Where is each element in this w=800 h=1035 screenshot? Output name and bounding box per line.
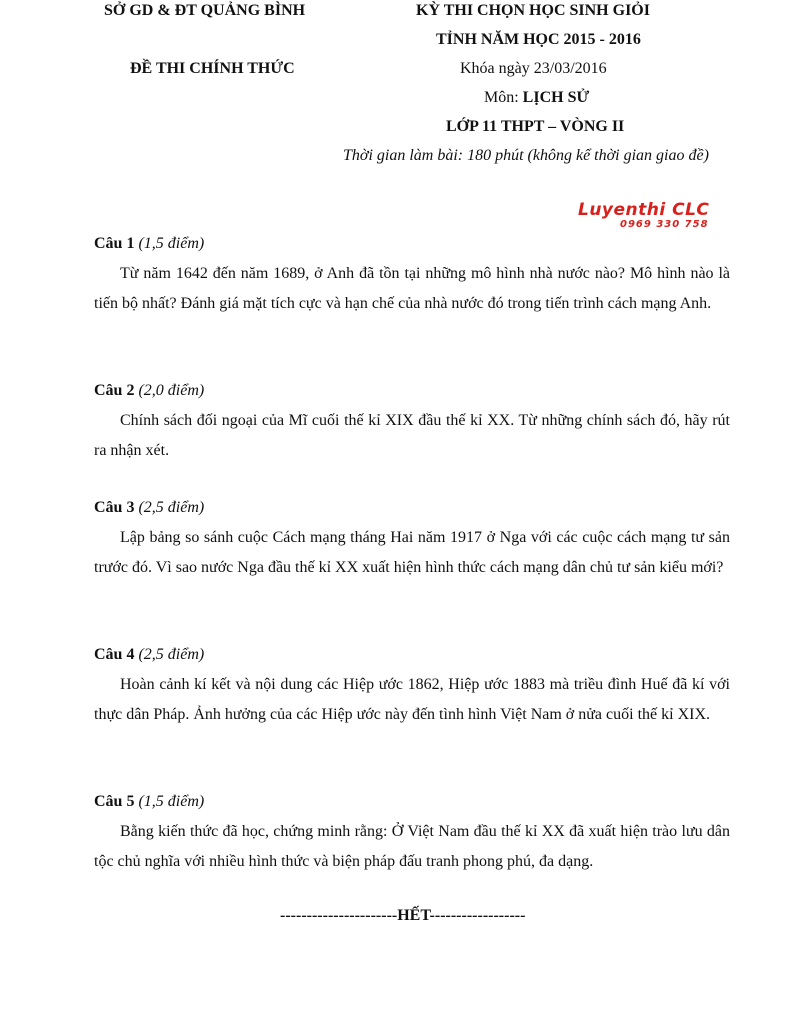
question-1-title — [94, 235, 204, 253]
question-points: (1,5 điểm) — [138, 235, 205, 252]
question-points: (1,5 điểm) — [138, 793, 205, 810]
official-exam-label: ĐỀ THI CHÍNH THỨC — [130, 60, 295, 77]
question-label: Câu 5 — [94, 793, 135, 810]
question-points: (2,5 điểm) — [138, 499, 205, 516]
grade-round: LỚP 11 THPT – VÒNG II — [446, 118, 625, 135]
end-marker: ----------------------HẾT------------------ — [280, 907, 526, 924]
time-allowed: Thời gian làm bài: 180 phút (không kể thời gian giao đề) — [343, 147, 709, 164]
question-4-text: Hoàn cảnh kí kết và nội dung các Hiệp ước 1862, Hiệp ước 1883 mà triều đình Huế đã kí với thực dân Pháp. Ảnh hưởng của các Hiệp ước này đến tình hình Việt Nam ở nửa cuối thế kỉ XIX. — [94, 676, 730, 723]
exam-title: KỲ THI CHỌN HỌC SINH GIỎI — [416, 2, 650, 19]
question-1-text: Từ năm 1642 đến năm 1689, ở Anh đã tồn tại những mô hình nhà nước nào? Mô hình nào là tiến bộ nhất? Đánh giá mặt tích cực và hạn chế của nhà nước đó trong tiến trình cách mạng Anh. — [94, 265, 730, 312]
subject-name: LỊCH SỬ — [522, 89, 590, 106]
question-label: Câu 2 — [94, 382, 135, 399]
question-label: Câu 4 — [94, 646, 135, 663]
subject-line — [484, 89, 589, 107]
question-5-title — [94, 793, 204, 811]
question-3-title — [94, 499, 204, 517]
watermark-name: Luyenthi CLC — [578, 200, 710, 220]
subject-prefix: Môn: — [484, 89, 523, 106]
school-year: TỈNH NĂM HỌC 2015 - 2016 — [436, 31, 641, 48]
question-3-text: Lập bảng so sánh cuộc Cách mạng tháng Hai năm 1917 ở Nga với các cuộc cách mạng tư sản trước đó. Vì sao nước Nga đầu thế kỉ XX xuất hiện hình thức cách mạng dân chủ tư sản kiểu mới? — [94, 529, 730, 576]
question-2-title — [94, 382, 204, 400]
question-5-text: Bằng kiến thức đã học, chứng minh rằng: Ở Việt Nam đầu thế kỉ XX đã xuất hiện trào lưu dân tộc chủ nghĩa với nhiều hình thức và biện pháp đấu tranh phong phú, đa dạng. — [94, 823, 730, 870]
question-points: (2,0 điểm) — [138, 382, 205, 399]
question-4-title — [94, 646, 204, 664]
exam-date: Khóa ngày 23/03/2016 — [460, 60, 607, 77]
question-label: Câu 3 — [94, 499, 135, 516]
question-label: Câu 1 — [94, 235, 135, 252]
watermark-phone: 0969 330 758 — [620, 219, 709, 230]
question-points: (2,5 điểm) — [138, 646, 205, 663]
question-2-text: Chính sách đối ngoại của Mĩ cuối thế kỉ XIX đầu thế kỉ XX. Từ những chính sách đó, hãy rút ra nhận xét. — [94, 412, 730, 459]
department-name: SỞ GD & ĐT QUẢNG BÌNH — [104, 2, 306, 19]
